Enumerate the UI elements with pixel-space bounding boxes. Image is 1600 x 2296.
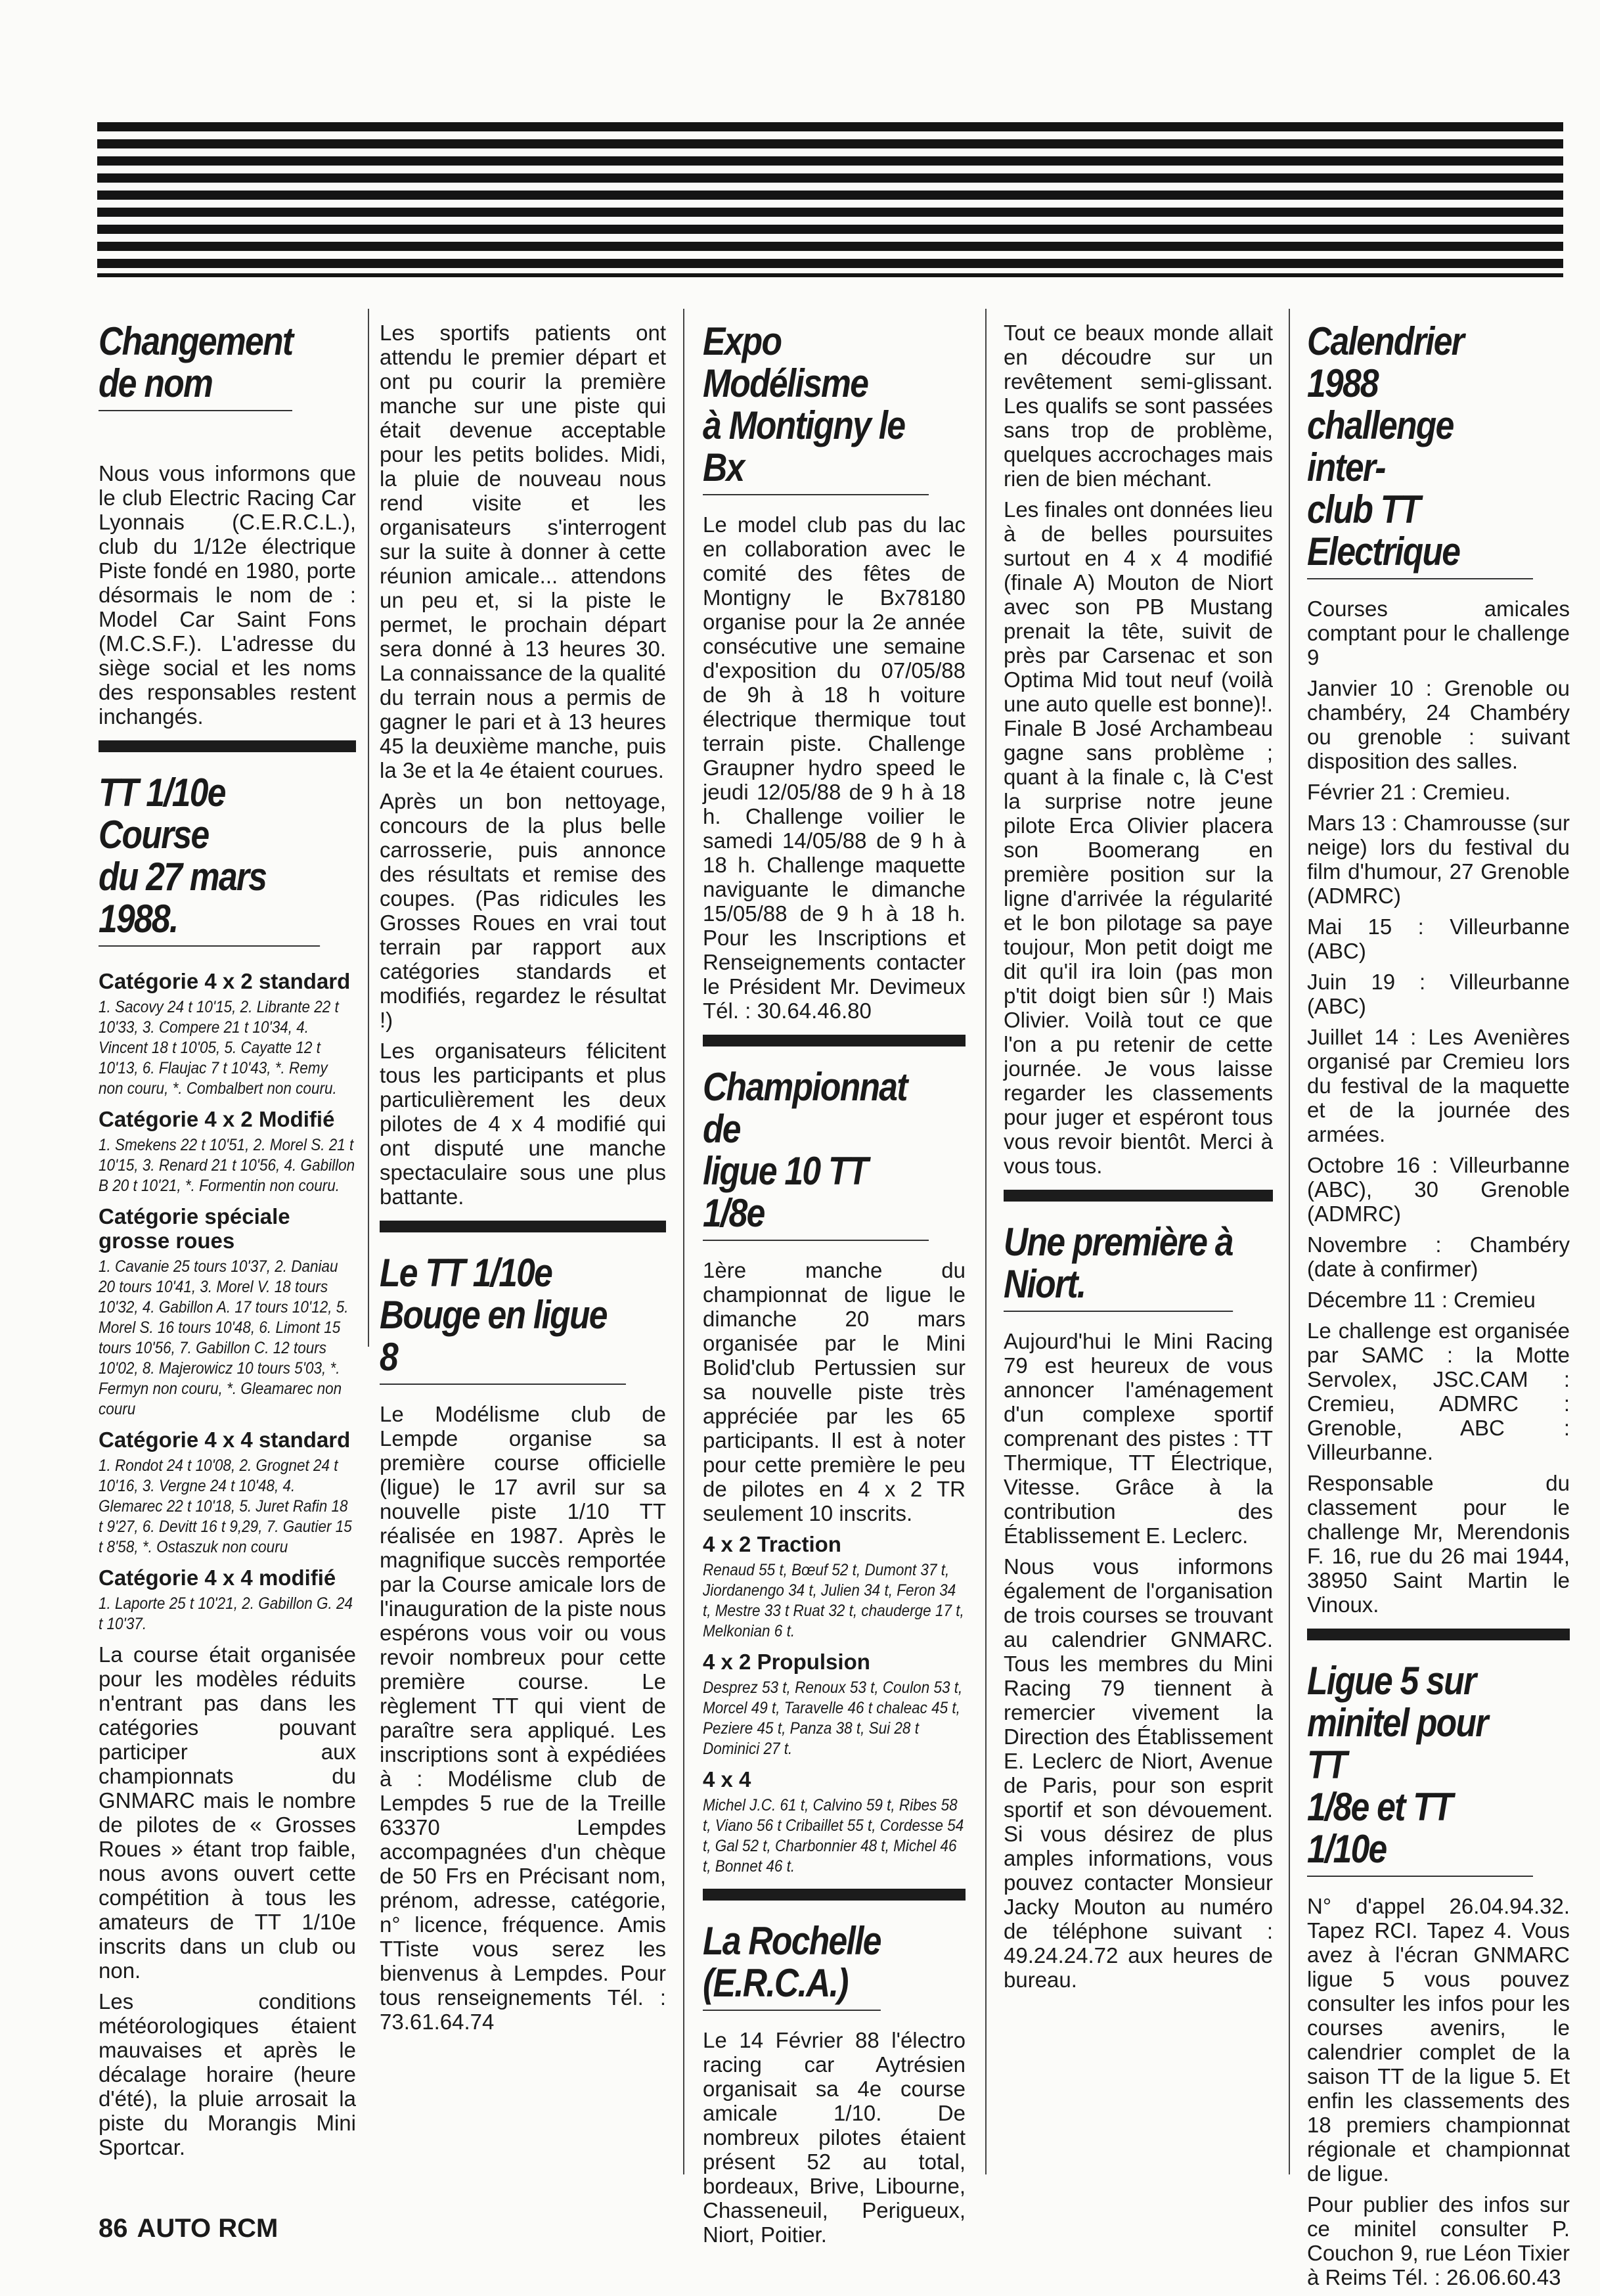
calendar-entry: Novembre : Chambéry (date à confirmer) <box>1307 1232 1570 1281</box>
article-text: Les finales ont données lieu à de belles poursuites surtout en 4 x 4 modifié (finale A) Mouton de Niort avec son PB Mustang prenait la tête, suivit de près par Carsenac et son Optima Mid tout neuf (voilà une auto quelle est bonne)!. Finale B José Archambeau gagne sans problème ; quant à la finale c, là C'est la surprise notre jeune pilote Erca Olivier placera son Boomerang en première position sur la ligne d'arrivée la régularité et le bon pilotage sa paye toujour, Mon petit doigt me dit qu'il ira loin (pas mon p'tit doigt bien sûr !) Mais Olivier. Voilà tout ce que l'on a pu retenir de cette journée. Je vous laisse regarder les classements pour juger et espéront tous vous revoir bientôt. Merci à vous tous. <box>1004 497 1273 1178</box>
category-heading: 4 x 2 Propulsion <box>703 1650 870 1674</box>
results-list: 1. Sacovy 24 t 10'15, 2. Librante 22 t 10'33, 3. Compere 21 t 10'34, 4. Vincent 18 t 10'05, 5. Cayatte 12 t 10'13, 6. Flaujac 7 t 10'43, *. Remy non couru, *. Combalbert non couru. <box>99 998 339 1098</box>
article-text: Pour publier des infos sur ce minitel consulter P. Couchon 9, rue Léon Tixier à Reims Tél. : 26.06.60.43 <box>1307 2192 1570 2289</box>
column-rule <box>1289 309 1290 2174</box>
category-heading: 4 x 2 Traction <box>703 1532 841 1556</box>
category-heading: Catégorie 4 x 2 Modifié <box>99 1107 335 1131</box>
article-text: Nous vous informons également de l'organisation de trois courses se trouvant au calendrier GNMARC. Tous les membres du Mini Racing 79 tiennent à remercier vivement la Direction des Établissement E. Leclerc de Niort, Avenue de Paris, pour son esprit sportif et son dévouement. Si vous désirez de plus amples informations, vous pouvez contacter Monsieur Jacky Mouton au numéro de téléphone suivant : 49.24.24.72 aux heures de bureau. <box>1004 1554 1273 1992</box>
article-title-expo: Expo Modélisme à Montigny le Bx <box>703 321 929 495</box>
section-divider <box>1004 1190 1273 1202</box>
calendar-entry: Juillet 14 : Les Avenières organisé par Cremieu lors du festival de la maquette et de la journée des armées. <box>1307 1025 1570 1146</box>
article-text: Les organisateurs félicitent tous les participants et plus particulièrement les deux pilotes de 4 x 4 modifié qui ont disputé une manche spectaculaire sous une plus battante. <box>380 1039 666 1209</box>
article-text: Le challenge est organisée par SAMC : la Motte Servolex, JSC.CAM : Cremieu, ADMRC : Grenoble, ABC : Villeurbanne. <box>1307 1318 1570 1464</box>
calendar-entry: Mars 13 : Chamrousse (sur neige) lors du festival du film d'humour, 27 Grenoble (ADMRC) <box>1307 811 1570 908</box>
column-rule <box>985 309 987 2174</box>
article-text: Le 14 Février 88 l'électro racing car Aytrésien organisait sa 4e course amicale 1/10. De nombreux pilotes étaient présent 52 au total, bordeaux, Brive, Libourne, Chasseneuil, Perigueux, Niort, Poitier. <box>703 2028 966 2247</box>
results-list: Renaud 55 t, Bœuf 52 t, Dumont 37 t, Jiordanengo 34 t, Julien 34 t, Feron 34 t, Mestre 33 t Ruat 32 t, chauderge 17 t, Melkonian 6 t. <box>703 1561 964 1640</box>
page-number: 86 <box>99 2214 128 2243</box>
article-text: Responsable du classement pour le challenge Mr, Merendonis F. 16, rue du 26 mai 1944, 38950 Saint Martin le Vinoux. <box>1307 1471 1570 1617</box>
article-title-minitel: Ligue 5 sur minitel pour TT 1/8e et TT 1/10e <box>1307 1660 1533 1877</box>
article-text: Le model club pas du lac en collaboration avec le comité des fêtes de Montigny le Bx78180 organise pour la 2e année consécutive une semaine d'exposition du 07/05/88 de 9h à 18 h voiture électrique thermique tout terrain piste. Challenge Graupner hydro speed le jeudi 12/05/88 de 9 h à 18 h. Challenge voilier le samedi 14/05/88 de 9 h à 18 h. Challenge maquette naviguante le dimanche 15/05/88 de 9 h à 18 h. Pour les Inscriptions et Renseignements contacter le Président Mr. Devimeux Tél. : 30.64.46.80 <box>703 512 966 1023</box>
section-divider <box>99 740 356 752</box>
column-3 <box>703 321 966 2253</box>
category-heading: 4 x 4 <box>703 1767 751 1791</box>
section-divider <box>703 1889 966 1901</box>
article-text: 1ère manche du championnat de ligue le dimanche 20 mars organisée par le Mini Bolid'club Pertussien sur sa nouvelle piste très appréciée par les 65 participants. Il est à noter pour cette première le peu de pilotes en 4 x 2 TR seulement 10 inscrits. <box>703 1258 966 1525</box>
article-text: Les conditions météorologiques étaient mauvaises et après le décalage horaire (heure d'été), la pluie arrosait la piste du Morangis Mini Sportcar. <box>99 1989 356 2159</box>
article-text: La course était organisée pour les modèles réduits n'entrant pas dans les catégories pouvant participer aux championnats du GNMARC mais le nombre de pilotes de « Grosses Roues » étant trop faible, nous avons ouvert cette compétition à tous les amateurs de TT 1/10e inscrits dans un club ou non. <box>99 1642 356 1983</box>
results-list: 1. Rondot 24 t 10'08, 2. Grognet 24 t 10'16, 3. Vergne 24 t 10'48, 4. Glemarec 22 t 10'18, 5. Juret Rafin 18 t 9'27, 6. Devitt 16 t 9,29, 7. Gautier 15 t 8'58, *. Ostaszuk non couru <box>99 1456 352 1556</box>
results-list: 1. Cavanie 25 tours 10'37, 2. Daniau 20 tours 10'41, 3. Morel V. 18 tours 10'32, 4. Gabillon A. 17 tours 10'12, 5. Morel S. 16 tours 10'48, 6. Limont 15 tours 10'56, 7. Gabillon C. 12 tours 10'02, 8. Majerowicz 10 tours 5'03, *. Fermyn non couru, *. Gleamarec non couru <box>99 1257 349 1418</box>
calendar-entry: Juin 19 : Villeurbanne (ABC) <box>1307 970 1570 1018</box>
calendar-entry: Courses amicales comptant pour le challenge 9 <box>1307 597 1570 669</box>
column-4 <box>1004 321 1273 1998</box>
article-title-niort: Une première à Niort. <box>1004 1221 1233 1312</box>
article-title-championnat: Championnat de ligue 10 TT 1/8e <box>703 1066 929 1241</box>
article-text: Tout ce beaux monde allait en découdre sur un revêtement semi-glissant. Les qualifs se sont passées sans trop de problème, quelques accrochages mais rien de bien méchant. <box>1004 321 1273 491</box>
magazine-name: AUTO RCM <box>137 2214 278 2243</box>
article-title-changement: Changement de nom <box>99 321 292 411</box>
category-heading: Catégorie spéciale grosse roues <box>99 1204 290 1253</box>
header-stripes <box>97 122 1563 277</box>
column-2 <box>380 321 666 2040</box>
category-heading: Catégorie 4 x 2 standard <box>99 969 351 993</box>
section-divider <box>380 1221 666 1232</box>
results-list: Michel J.C. 61 t, Calvino 59 t, Ribes 58 t, Viano 56 t Cribaillet 55 t, Cordesse 54 t, Gal 52 t, Charbonnier 48 t, Michel 46 t, Bonnet 46 t. <box>703 1796 964 1876</box>
column-1 <box>99 321 356 2166</box>
article-title-tt-course: TT 1/10e Course du 27 mars 1988. <box>99 772 320 947</box>
calendar-entry: Mai 15 : Villeurbanne (ABC) <box>1307 914 1570 963</box>
column-5 <box>1307 321 1570 2296</box>
column-rule <box>368 309 369 1347</box>
calendar-entry: Décembre 11 : Cremieu <box>1307 1288 1536 1312</box>
article-title-calendrier: Calendrier 1988 challenge inter- club TT Electrique <box>1307 321 1533 579</box>
results-list: Desprez 53 t, Renoux 53 t, Coulon 53 t, Morcel 49 t, Taravelle 46 t chaleac 45 t, Peziere 45 t, Panza 38 t, Sui 28 t Dominici 27 t. <box>703 1678 963 1758</box>
column-rule <box>683 309 684 2174</box>
article-text: Les sportifs patients ont attendu le premier départ et ont pu courir la première manche sur une piste qui était devenue acceptable pour les petits bolides. Midi, la pluie de nouveau nous rend visite et les organisateurs s'interrogent sur la suite à donner à cette réunion amicale... attendons un peu et, si la piste le permet, le prochain départ sera donné à 13 heures 30. La connaissance de la qualité du terrain nous a permis de gagner le pari et à 13 heures 45 la deuxième manche, puis la 3e et la 4e étaient courues. <box>380 321 666 782</box>
results-list: 1. Smekens 22 t 10'51, 2. Morel S. 21 t 10'15, 3. Renard 21 t 10'56, 4. Gabillon B 20 t 10'21, *. Formentin non couru. <box>99 1136 355 1195</box>
article-title-la-rochelle: La Rochelle (E.R.C.A.) <box>703 1920 881 2011</box>
article-text: N° d'appel 26.04.94.32. Tapez RCI. Tapez 4. Vous avez à l'écran GNMARC ligue 5 vous pouvez consulter les infos pour les courses avenirs, le calendrier complet de la saison TT de la ligue 5. Et enfin les classements des 18 premiers championnat régionale et championnat de ligue. <box>1307 1894 1570 2186</box>
article-text: Après un bon nettoyage, concours de la plus belle carrosserie, puis annonce des résultats et remise des coupes. (Pas ridicules les Grosses Roues en vrai tout terrain par rapport aux catégories standards et modifiés, regardez le résultat !) <box>380 789 666 1032</box>
article-title-lempde: Le TT 1/10e Bouge en ligue 8 <box>380 1252 626 1385</box>
section-divider <box>703 1035 966 1047</box>
article-text: Nous vous informons que le club Electric Racing Car Lyonnais (C.E.R.C.L.), club du 1/12e électrique Piste fondé en 1980, porte désormais le nom de : Model Car Saint Fons (M.C.S.F.). L'adresse du siège social et les noms des responsables restent inchangés. <box>99 461 356 729</box>
article-text: Le Modélisme club de Lempde organise sa première course officielle (ligue) le 17 avril sur sa nouvelle piste 1/10 TT réalisée en 1987. Après le magnifique succès remportée par la Course amicale lors de l'inauguration de la piste nous espérons vous voir ou vous revoir nombreux pour cette première course. Le règlement TT qui vient de paraître sera appliqué. Les inscriptions sont à expédiées à : Modélisme club de Lempdes 5 rue de la Treille 63370 Lempdes accompagnées d'un chèque de 50 Frs en Précisant nom, prénom, adresse, catégorie, n° licence, fréquence. Amis TTiste vous serez les bienvenus à Lempdes. Pour tous renseignements Tél. : 73.61.64.74 <box>380 1402 666 2034</box>
page-footer <box>99 2214 287 2243</box>
results-list: 1. Laporte 25 t 10'21, 2. Gabillon G. 24 t 10'37. <box>99 1594 353 1633</box>
calendar-entry: Janvier 10 : Grenoble ou chambéry, 24 Chambéry ou grenoble : suivant disposition des salles. <box>1307 676 1570 773</box>
calendar-entry: Octobre 16 : Villeurbanne (ABC), 30 Grenoble (ADMRC) <box>1307 1153 1570 1226</box>
category-heading: Catégorie 4 x 4 modifié <box>99 1565 336 1590</box>
section-divider <box>1307 1629 1570 1640</box>
article-text: Aujourd'hui le Mini Racing 79 est heureux de vous annoncer l'aménagement d'un complexe sportif comprenant des pistes : TT Thermique, TT Électrique, Vitesse. Grâce à la contribution des Établissement E. Leclerc. <box>1004 1329 1273 1548</box>
calendar-entry: Février 21 : Cremieu. <box>1307 780 1511 804</box>
category-heading: Catégorie 4 x 4 standard <box>99 1428 351 1452</box>
